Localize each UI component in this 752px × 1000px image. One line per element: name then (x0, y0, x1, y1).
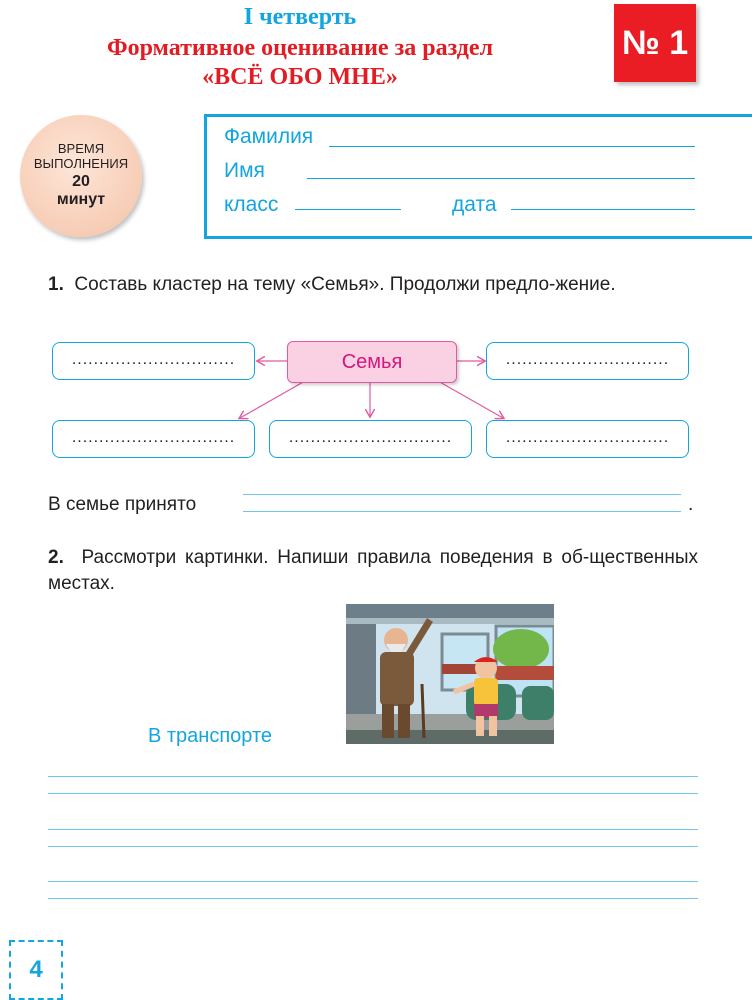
page-title: Формативное оценивание за раздел (106, 35, 494, 61)
answer-line-3[interactable] (48, 829, 698, 830)
blank-dots: .............................. (288, 429, 453, 446)
time-label-line2: ВЫПОЛНЕНИЯ (33, 156, 129, 171)
cluster-center-label: Семья (341, 351, 403, 373)
transport-label: В транспорте (148, 725, 273, 747)
answer-line-4[interactable] (48, 846, 698, 847)
sentence-start: В семье принято (48, 494, 197, 515)
answer-line-1[interactable] (48, 776, 698, 777)
class-label: класс (224, 193, 279, 216)
task2-instructions (48, 545, 698, 597)
cluster-box-bottom-left[interactable] (52, 420, 255, 458)
blank-dots: .............................. (505, 429, 670, 446)
answer-line-5[interactable] (48, 881, 698, 882)
sentence-answer-field[interactable] (243, 511, 681, 512)
task1-text: Составь кластер на тему «Семья». Продолжи предло-жение. (74, 274, 616, 295)
transport-illustration (346, 604, 554, 744)
sentence-end: . (688, 494, 694, 515)
answer-line-6[interactable] (48, 898, 698, 899)
task2-text: Рассмотри картинки. Напиши правила поведения в об-щественных местах. (48, 547, 698, 594)
time-unit: минут (56, 191, 106, 208)
cluster-box-bottom-center[interactable] (269, 420, 472, 458)
quarter-heading: I четверть (243, 4, 357, 30)
time-minutes: 20 (72, 173, 90, 190)
time-label-line1: ВРЕМЯ (57, 141, 105, 156)
arrow-bottom-right (438, 381, 503, 418)
page-number-box (9, 940, 63, 1000)
blank-dots: .............................. (505, 351, 670, 368)
cluster-box-bottom-right[interactable] (486, 420, 689, 458)
blank-dots: .............................. (71, 429, 236, 446)
page-number: 4 (29, 956, 43, 983)
cluster-box-top-right[interactable] (486, 342, 689, 380)
name-label: Имя (224, 159, 265, 182)
cluster-box-top-left[interactable] (52, 342, 255, 380)
date-label: дата (452, 193, 497, 216)
sentence-line-upper (243, 494, 681, 495)
section-title: «ВСЁ ОБО МНЕ» (202, 64, 398, 90)
cluster-center (287, 341, 457, 383)
surname-label: Фамилия (224, 125, 314, 148)
blank-dots: .............................. (71, 351, 236, 368)
answer-line-2[interactable] (48, 793, 698, 794)
assessment-number: № 1 (621, 24, 689, 62)
task2-number: 2. (48, 547, 64, 568)
arrow-bottom-left (240, 381, 305, 418)
task1-number: 1. (48, 274, 64, 295)
